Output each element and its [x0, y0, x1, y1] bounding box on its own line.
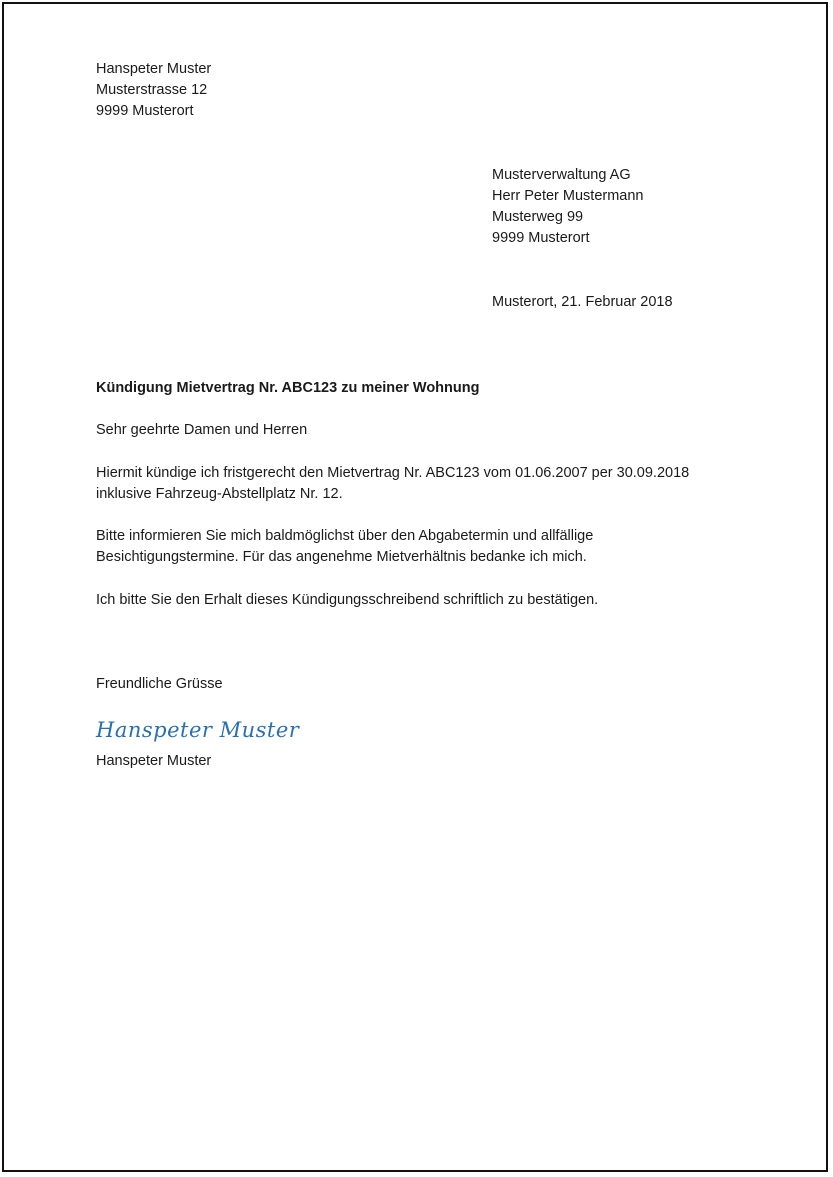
sender-name: Hanspeter Muster [96, 61, 212, 77]
signer-name: Hanspeter Muster [96, 753, 212, 769]
body-paragraph-3-line-1: Ich bitte Sie den Erhalt dieses Kündigungsschreibend schriftlich zu bestätigen. [96, 592, 599, 608]
body-paragraph-2-line-2: Besichtigungstermine. Für das angenehme Mietverhältnis bedanke ich mich. [96, 549, 587, 565]
recipient-city: 9999 Musterort [492, 230, 590, 246]
body-paragraph-2-line-1: Bitte informieren Sie mich baldmöglichst über den Abgabetermin und allfällige [96, 528, 594, 544]
recipient-person: Herr Peter Mustermann [492, 188, 644, 204]
recipient-company: Musterverwaltung AG [492, 167, 631, 183]
sender-street: Musterstrasse 12 [96, 82, 208, 98]
recipient-street: Musterweg 99 [492, 209, 584, 225]
closing: Freundliche Grüsse [96, 676, 223, 692]
sender-city: 9999 Musterort [96, 103, 194, 119]
letter-date: Musterort, 21. Februar 2018 [492, 294, 673, 310]
body-paragraph-1-line-2: inklusive Fahrzeug-Abstellplatz Nr. 12. [96, 486, 343, 502]
handwritten-signature: Hanspeter Muster [96, 718, 300, 742]
body-paragraph-1-line-1: Hiermit kündige ich fristgerecht den Mietvertrag Nr. ABC123 vom 01.06.2007 per 30.09.2018 [96, 465, 690, 481]
letter-page [2, 2, 828, 1172]
salutation: Sehr geehrte Damen und Herren [96, 422, 308, 438]
letter-subject: Kündigung Mietvertrag Nr. ABC123 zu meiner Wohnung [96, 380, 480, 396]
